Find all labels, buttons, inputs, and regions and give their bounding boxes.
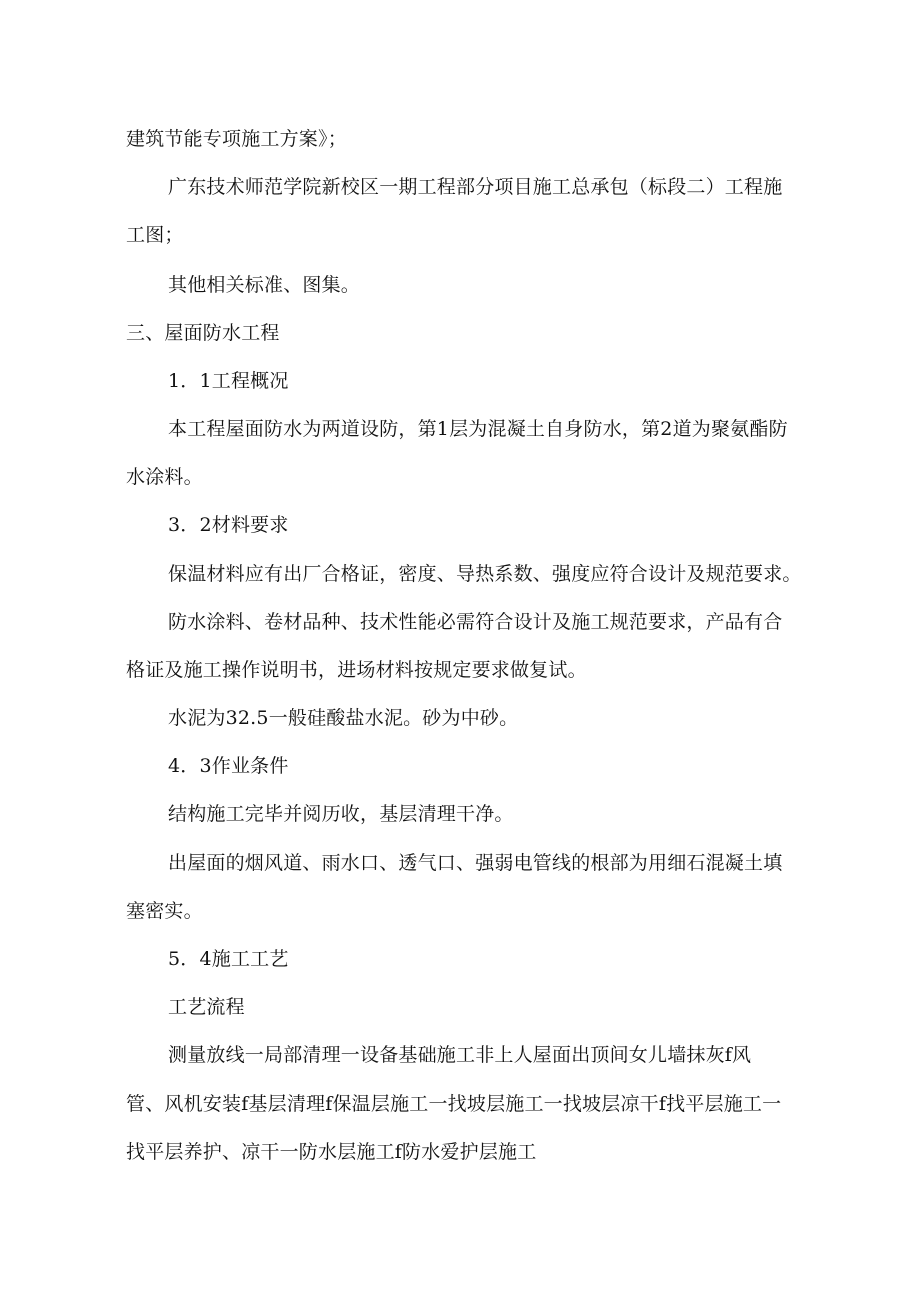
subsection-heading-2: 3．2材料要求 bbox=[168, 514, 289, 536]
text-line-11: 防水涂料、卷材品种、技术性能必需符合设计及施工规范要求，产品有合 bbox=[168, 611, 783, 633]
subsection-heading-1: 1．1工程概况 bbox=[168, 370, 289, 392]
text-line-7: 本工程屋面防水为两道设防，第1层为混凝土自身防水，第2道为聚氨酯防 bbox=[168, 418, 788, 440]
text-line-3: 工图； bbox=[126, 224, 184, 246]
text-line-12: 格证及施工操作说明书，进场材料按规定要求做复试。 bbox=[126, 659, 587, 681]
text-line-22: 找平层养护、凉干一防水层施工f防水爱护层施工 bbox=[126, 1141, 537, 1163]
subsection-heading-4: 5．4施工工艺 bbox=[168, 948, 289, 970]
text-line-19: 工艺流程 bbox=[168, 996, 245, 1018]
text-line-17: 塞密实。 bbox=[126, 900, 203, 922]
text-line-10: 保温材料应有出厂合格证，密度、导热系数、强度应符合设计及规范要求。 bbox=[168, 563, 802, 585]
text-line-20: 测量放线一局部清理一设备基础施工非上人屋面出顶间女儿墙抹灰f风 bbox=[168, 1044, 752, 1066]
text-line-4: 其他相关标准、图集。 bbox=[168, 274, 361, 296]
text-line-8: 水涂料。 bbox=[126, 466, 203, 488]
text-line-2: 广东技术师范学院新校区一期工程部分项目施工总承包（标段二）工程施 bbox=[168, 176, 783, 198]
subsection-heading-3: 4．3作业条件 bbox=[168, 755, 289, 777]
text-line-1: 建筑节能专项施工方案》； bbox=[126, 128, 347, 150]
text-line-15: 结构施工完毕并阅历收，基层清理干净。 bbox=[168, 803, 514, 825]
section-heading: 三、屋面防水工程 bbox=[126, 322, 280, 344]
text-line-16: 出屋面的烟风道、雨水口、透气口、强弱电管线的根部为用细石混凝土填 bbox=[168, 852, 783, 874]
text-line-13: 水泥为32.5一般硅酸盐水泥。砂为中砂。 bbox=[168, 707, 519, 729]
text-line-21: 管、风机安装f基层清理f保温层施工一找坡层施工一找坡层凉干f找平层施工一 bbox=[126, 1093, 782, 1115]
